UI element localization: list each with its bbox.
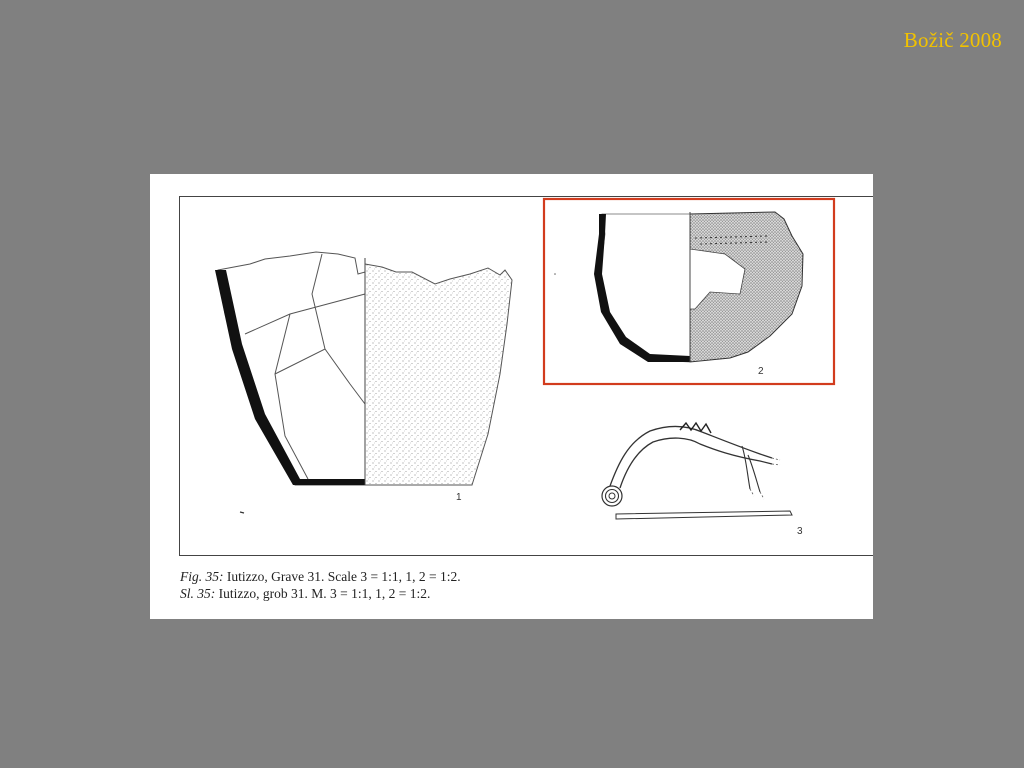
item-number-3: 3 [797, 526, 803, 537]
fibula-3-drawing [602, 423, 803, 537]
figure-sheet [150, 174, 873, 619]
vessel-2-drawing [594, 212, 803, 377]
caption-line-english [180, 568, 461, 585]
item-number-2: 2 [758, 366, 764, 377]
citation-label: Božič 2008 [903, 28, 1002, 52]
caption-line1-text: Iutizzo, Grave 31. Scale 3 = 1:1, 1, 2 = 1:2. [223, 569, 461, 584]
caption-line2-lead: Sl. 35: [180, 586, 216, 601]
item-number-1: 1 [456, 492, 462, 503]
figure-caption [180, 568, 461, 602]
vessel-1-drawing [215, 252, 512, 503]
figure-drawings [150, 174, 873, 619]
caption-line-slovene [180, 585, 461, 602]
caption-line2-text: Iutizzo, grob 31. M. 3 = 1:1, 1, 2 = 1:2. [215, 586, 431, 601]
caption-line1-lead: Fig. 35: [180, 569, 224, 584]
